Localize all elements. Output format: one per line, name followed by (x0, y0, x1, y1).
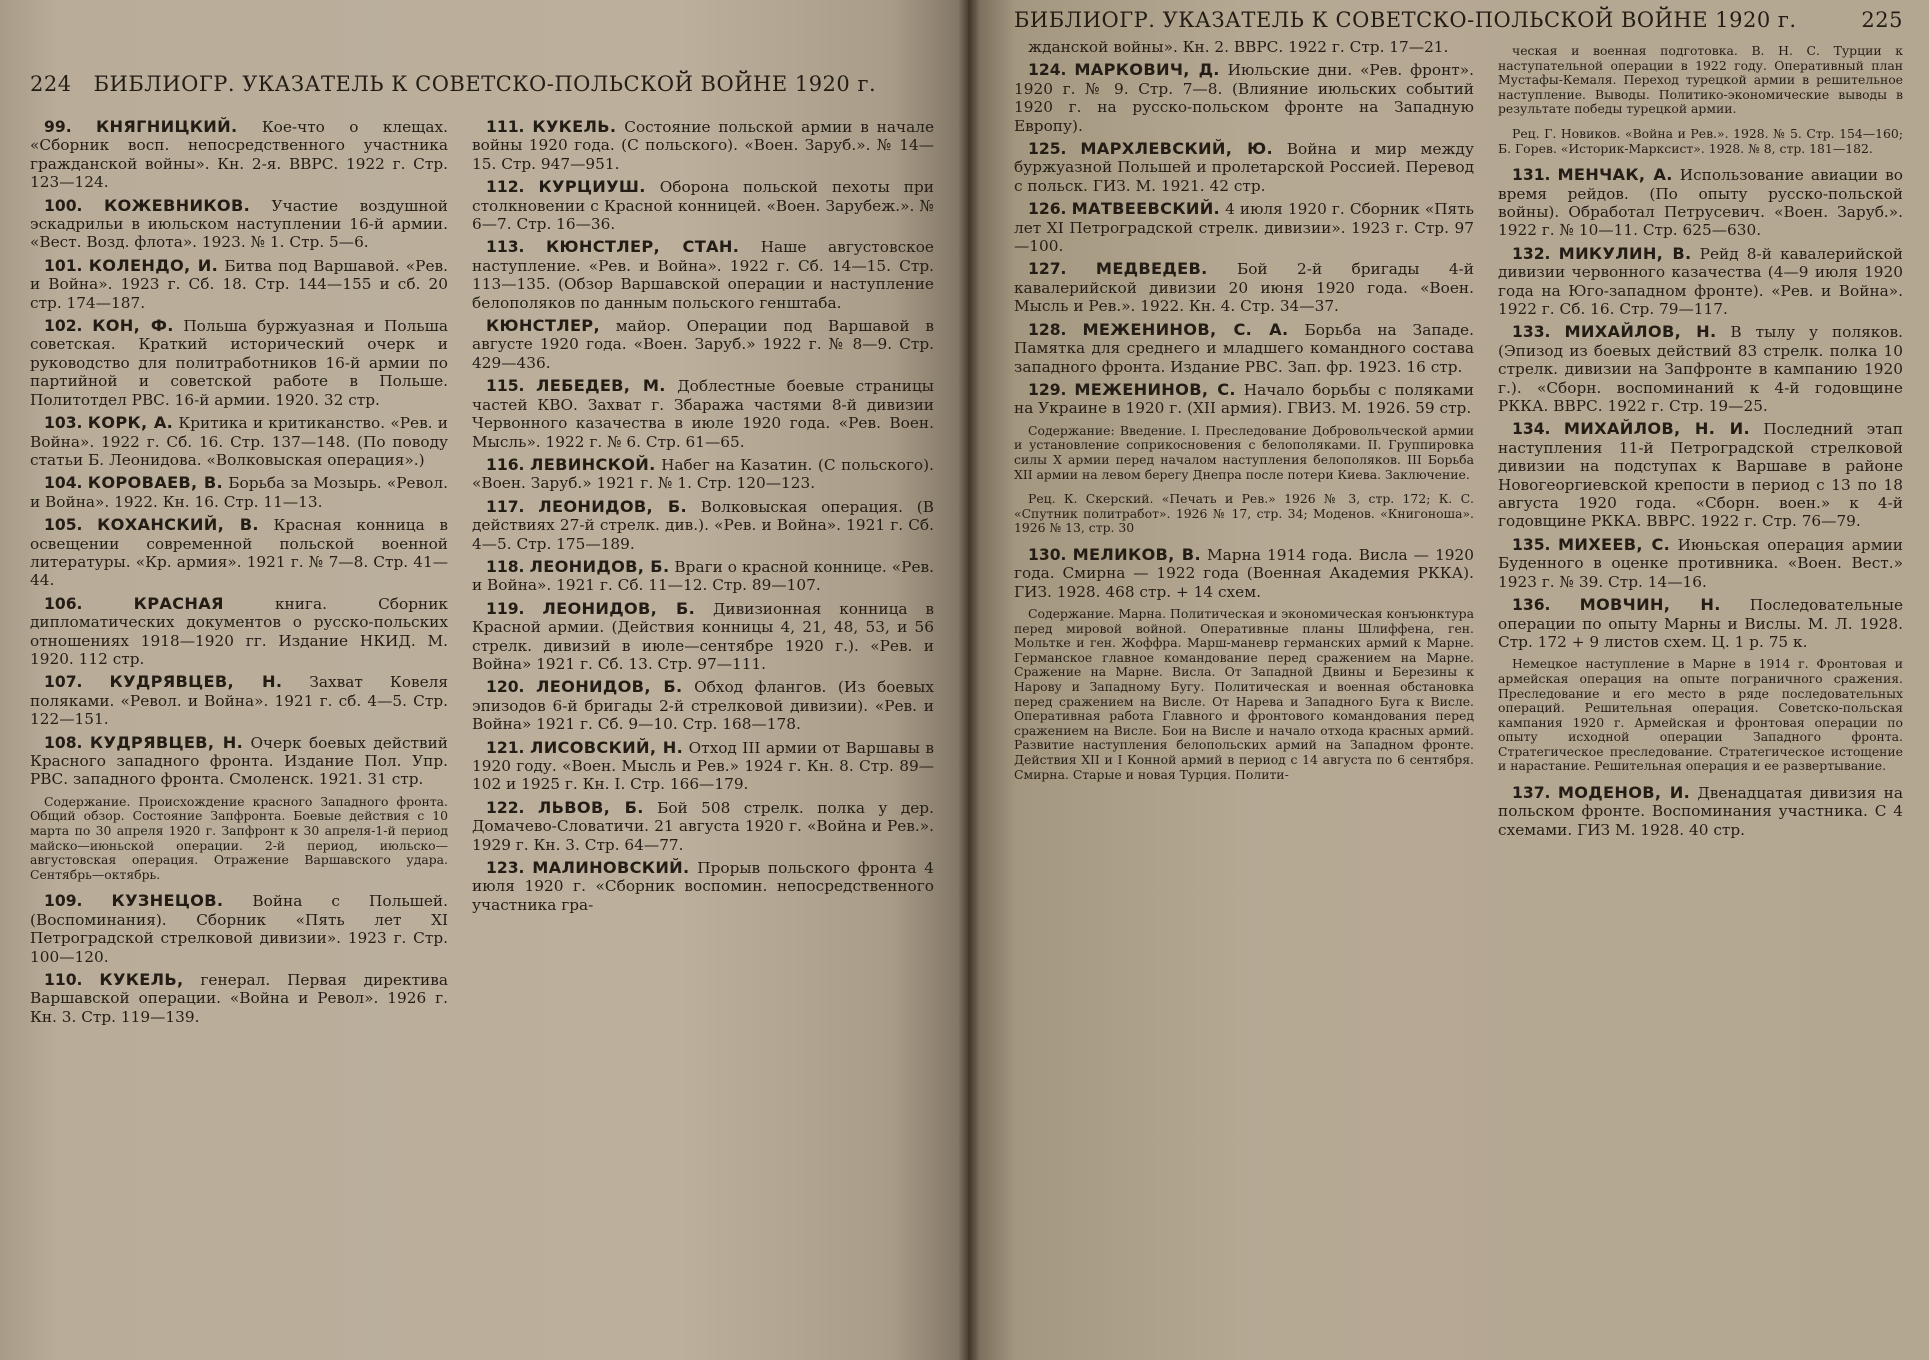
entry-author: МОДЕНОВ, И. (1557, 783, 1691, 803)
bibliography-entry (30, 734, 448, 789)
bibliography-entry (1498, 323, 1903, 415)
entry-number: 119. (486, 599, 525, 618)
entry-number: 126. (1028, 200, 1067, 219)
entry-number: 107. (44, 673, 83, 692)
entry-text: Участие воздушной эскадрильи в июльском наступлении 16-й армии. «Вест. Возд. флота». 1923. № 1. Стр. 5—6. (30, 196, 448, 252)
entry-number: 113. (486, 238, 525, 257)
entry-author: МАРХЛЕВСКИЙ, Ю. (1080, 139, 1273, 159)
entry-author: ЛЕБЕДЕВ, М. (536, 376, 666, 396)
entry-text: Доблестные боевые страницы частей КВО. Захват г. Збаража частями 8-й дивизии Червонного казачества в июле 1920 года. «Рев. Воен. Мысль». 1922 г. № 6. Стр. 61—65. (472, 377, 934, 451)
entry-number: 120. (486, 678, 525, 697)
bibliography-entry (472, 678, 934, 733)
entry-number: 128. (1028, 320, 1067, 339)
bibliography-entry (1498, 536, 1903, 591)
bibliography-entry (472, 739, 934, 794)
entry-text: генерал. Первая директива Варшавской операции. «Война и Револ». 1926 г. Кн. 3. Стр. 119—139. (30, 971, 448, 1026)
book-gutter (958, 0, 980, 1360)
entry-number: 112. (486, 178, 525, 197)
entry-author: ЛЬВОВ, Б. (537, 797, 644, 817)
entry-number: 99. (44, 118, 72, 136)
entry-number: 106. (44, 594, 83, 613)
entry-text: Бой 508 стрелк. полка у дер. Домачево-Словатичи. 21 августа 1920 г. «Война и Рев.». 1929 г. Кн. 3. Стр. 64—77. (472, 798, 934, 854)
entry-number: 137. (1512, 784, 1551, 803)
entry-author: ЛЕВИНСКОЙ. (530, 454, 656, 474)
entry-author: КУДРЯВЦЕВ, Н. (89, 732, 244, 752)
entry-number: 132. (1512, 244, 1551, 263)
entry-author: КРАСНАЯ (133, 593, 224, 613)
entry-author: МИХЕЕВ, С. (1558, 534, 1671, 554)
entry-number: 124. (1028, 61, 1067, 80)
entry-number: 110. (44, 971, 83, 989)
running-head (30, 72, 934, 96)
bibliography-entry (1498, 166, 1903, 240)
entry-author: МАЛИНОВСКИЙ. (532, 858, 690, 878)
columns (1014, 38, 1903, 844)
bibliography-entry (1498, 420, 1903, 530)
entry-author: ЛЕОНИДОВ, Б. (538, 496, 687, 516)
entry-text: Рейд 8-й кавалерийской дивизии червонного казачества (4—9 июля 1920 года на Юго-западном фронте). «Рев. и Война». 1922 г. Сб. 16. Стр. 79—117. (1498, 244, 1903, 318)
bibliography-entry (1498, 596, 1903, 651)
bibliography-entry (1498, 245, 1903, 319)
entry-author: ЛЕОНИДОВ, Б. (529, 556, 670, 576)
entry-text: Война с Польшей. (Воспоминания). Сборник «Пять лет XI Петроградской стрелковой дивизии». 1923 г. Стр. 100—120. (30, 892, 448, 966)
entry-text: Обход флангов. (Из боевых эпизодов 6-й бригады 2-й стрелковой дивизии). «Рев. и Война» 1921 г. Сб. 9—10. Стр. 168—178. (472, 678, 934, 734)
entry-text: Наше августовское наступление. «Рев. и Война». 1922 г. Сб. 14—15. Стр. 113—135. (Обзор Варшавской операции и наступление белополяков по данным польского генштаба. (472, 238, 934, 312)
entry-number: 104. (44, 474, 83, 493)
bibliography-entry (30, 257, 448, 312)
entry-text: Война и мир между буржуазной Польшей и пролетарской Россией. Перевод с польск. ГИЗ. М. 1921. 42 стр. (1014, 140, 1474, 195)
entry-number: 125. (1028, 140, 1067, 159)
bibliography-entry (30, 474, 448, 511)
entry-author: ЛИСОВСКИЙ, Н. (529, 737, 684, 757)
entry-text: Последний этап наступления 11-й Петроградской стрелковой дивизии на подступах к Варшаве в районе Новогеоргиевской крепости в период с 13 по 18 августа 1920 года. «Сборн. воен.» к 4-й годовщине РККА. ВВРС. 1922 г. Стр. 76—79. (1498, 420, 1903, 531)
entry-number: 123. (486, 859, 525, 878)
entry-text: Борьба на Западе. Памятка для среднего и младшего командного состава западного фронта. Издание РВС. Зап. фр. 1923. 16 стр. (1014, 320, 1474, 376)
entry-text: Дивизионная конница в Красной армии. (Действия конницы 4, 21, 48, 53, и 56 стрелк. дивизий в июле—сентябре 1920 г.). «Рев. и Война» 1921 г. Сб. 13. Стр. 97—111. (472, 599, 935, 673)
page-number: 225 (1861, 8, 1903, 32)
bibliography-entry (1014, 140, 1474, 195)
entry-text: Набег на Казатин. (С польского). «Воен. Заруб.» 1921 г. № 1. Стр. 120—123. (472, 455, 934, 493)
bibliography-entry (30, 118, 448, 192)
bibliography-entry (30, 317, 448, 409)
entry-author: МОВЧИН, Н. (1579, 595, 1721, 615)
bibliography-entry (472, 600, 934, 674)
entry-text: Волковыская операция. (В действиях 27-й стрелк. див.). «Рев. и Война». 1921 г. Сб. 4—5. Стр. 175—189. (472, 497, 934, 553)
bibliography-entry (30, 197, 448, 252)
entry-number: 117. (486, 497, 525, 516)
bibliography-entry (1014, 61, 1474, 135)
contents-note: Содержание: Введение. I. Преследование Добровольческой армии и установление соприкосновения с белополяками. II. Группировка силы X армии перед началом наступления белополяков. III Борьба XII армии на левом берегу Днепра после потери Киева. Заключение. (1014, 422, 1474, 482)
entry-author: МИКУЛИН, В. (1558, 243, 1692, 263)
entry-text: Июньская операция армии Буденного в оценке противника. «Воен. Вест.» 1923 г. № 39. Стр. 14—16. (1498, 535, 1904, 591)
entry-number: 121. (486, 738, 525, 757)
entry-author: КОЛЕНДО, И. (88, 255, 219, 275)
entry-number: 127. (1028, 260, 1067, 279)
bibliography-entry (472, 317, 934, 372)
bibliography-entry (472, 498, 934, 553)
bibliography-entry (472, 178, 934, 233)
entry-author: МЕДВЕДЕВ. (1095, 259, 1208, 279)
entry-author: МАТВЕЕВСКИЙ. (1071, 199, 1221, 219)
entry-text: Использование авиации во время рейдов. (По опыту русско-польской войны). Обработал Петрусевич. «Воен. Заруб.». 1922 г. № 10—11. Стр. 625—630. (1498, 166, 1903, 240)
bibliography-entry (1014, 200, 1474, 255)
entry-author: КНЯГНИЦКИЙ. (96, 117, 238, 136)
entry-text: Критика и критиканство. «Рев. и Война». 1922 г. Сб. 16. Стр. 137—148. (По поводу статьи Б. Леонидова. «Волковыская операция».) (30, 414, 449, 469)
entry-text: Польша буржуазная и Польша советская. Краткий исторический очерк и руководство для политработников 16-й армии по партийной и советской работе в Польше. Политотдел РВС. 16-й армии. 1920. 32 стр. (30, 317, 448, 409)
entry-author: КОРК, А. (87, 413, 174, 433)
bibliography-entry (472, 456, 934, 493)
running-head-title: БИБЛИОГР. УКАЗАТЕЛЬ К СОВЕТСКО-ПОЛЬСКОЙ ВОЙНЕ 1920 г. (93, 72, 877, 96)
entry-number: 103. (44, 414, 83, 433)
entry-author: ЛЕОНИДОВ, Б. (542, 598, 696, 618)
bibliography-entry (1014, 321, 1474, 376)
contents-note: ческая и военная подготовка. В. Н. С. Турции к наступательной операции в 1922 году. Оперативный план Мустафы-Кемаля. Переход турецкой армии в решительное наступление. Выводы. Политико-экономические выводы в результате победы турецкой армии. (1498, 43, 1903, 117)
bibliography-entry (1014, 546, 1474, 601)
bibliography-entry (30, 892, 448, 966)
contents-note: Немецкое наступление в Марне в 1914 г. Фронтовая и армейская операция на опыте пограничного сражения. Преследование и его место в ряде последовательных операций. Решительная операция. Советско-польская кампания 1920 г. Армейская и фронтовая операции по опыту исходной операции Западного фронта. Стратегическое преследование. Стратегическое истощение и нарастание. Решительная операция и ее развертывание. (1498, 656, 1903, 774)
entry-author: КУЗНЕЦОВ. (111, 891, 224, 911)
entry-text: Последовательные операции по опыту Марны и Вислы. М. Л. 1928. Стр. 172 + 9 листов схем. Ц. 1 р. 75 к. (1498, 596, 1903, 651)
bibliography-entry (472, 377, 934, 451)
entry-number: 115. (486, 377, 525, 396)
bibliography-entry (472, 558, 934, 595)
column-1 (30, 118, 448, 1031)
review-note: Рец. К. Скерский. «Печать и Рев.» 1926 № 3, стр. 172; К. С. «Спутник политработ». 1926 № 17, стр. 34; Моденов. «Книгоноша». 1926 № 13, стр. 30 (1014, 491, 1474, 536)
entry-text: Отход III армии от Варшавы в 1920 году. «Воен. Мысль и Рев.» 1924 г. Кн. 8. Стр. 89—102 и 1925 г. Кн. I. Стр. 166—179. (472, 738, 935, 794)
entry-text: Состояние польской армии в начале войны 1920 года. (С польского). «Воен. Заруб.». № 14—15. Стр. 947—951. (472, 118, 934, 173)
entry-author: КОН, Ф. (92, 316, 174, 336)
bibliography-entry (472, 799, 934, 854)
bibliography-entry (30, 414, 448, 469)
entry-text: Битва под Варшавой. «Рев. и Война». 1923 г. Сб. 18. Стр. 144—155 и сб. 20 стр. 174—187. (30, 256, 448, 312)
entry-author: МАРКОВИЧ, Д. (1074, 60, 1220, 80)
entry-author: МИХАЙЛОВ, Н. (1564, 322, 1717, 342)
entry-number: 131. (1512, 166, 1551, 185)
entry-text: Начало борьбы с поляками на Украине в 1920 г. (XII армия). ГВИЗ. М. 1926. 59 стр. (1014, 380, 1474, 418)
entry-author: КУРЦИУШ. (538, 177, 646, 197)
entry-author: МЕНЧАК, А. (1557, 165, 1673, 185)
entry-text: Оборона польской пехоты при столкновении с Красной конницей. «Воен. Зарубеж.». № 6—7. Стр. 16—36. (472, 178, 934, 234)
entry-number: 134. (1512, 420, 1551, 439)
entry-text: Борьба за Мозырь. «Револ. и Война». 1922. Кн. 16. Стр. 11—13. (30, 474, 448, 511)
entry-number: 130. (1028, 545, 1067, 564)
entry-text: Бой 2-й бригады 4-й кавалерийской дивизии 20 июня 1920 года. «Воен. Мысль и Рев.». 1922. Кн. 4. Стр. 34—37. (1014, 260, 1474, 316)
bibliography-entry (30, 595, 448, 669)
entry-number: 109. (44, 892, 83, 911)
columns (30, 118, 934, 1031)
entry-number: 101. (44, 256, 83, 275)
column-2 (472, 118, 934, 1031)
entry-author: МЕЛИКОВ, В. (1072, 544, 1201, 564)
entry-number: 100. (44, 196, 83, 215)
entry-number: 118. (486, 557, 525, 576)
bibliography-entry (1498, 784, 1903, 839)
entry-author: МЕЖЕНИНОВ, С. (1074, 379, 1236, 399)
entry-text: В тылу у поляков. (Эпизод из боевых действий 83 стрелк. полка 10 стрелк. дивизии на Запфронте в кампанию 1920 г.). «Сборн. воспоминаний к 4-й годовщине РККА. ВВРС. 1922 г. Стр. 19—25. (1498, 323, 1903, 416)
entry-author: КЮНСТЛЕР, (486, 316, 600, 336)
entry-author: КОРОВАЕВ, В. (87, 473, 223, 493)
entry-author: КЮНСТЛЕР, СТАН. (546, 237, 740, 257)
bibliography-entry (1014, 381, 1474, 418)
bibliography-entry (472, 238, 934, 312)
entry-text: Захват Ковеля поляками. «Револ. и Война». 1921 г. сб. 4—5. Стр. 122—151. (30, 673, 448, 729)
entry-text: Красная конница в освещении современной польской военной литературы. «Кр. армия». 1921 г. № 7—8. Стр. 41—44. (30, 516, 448, 590)
entry-number: 129. (1028, 380, 1067, 399)
entry-number: 116. (486, 455, 525, 474)
bibliography-entry (1014, 38, 1474, 56)
entry-author: КОХАНСКИЙ, В. (97, 515, 259, 535)
column-1 (1014, 38, 1474, 844)
contents-note: Содержание. Происхождение красного Западного фронта. Общий обзор. Состояние Запфронта. Боевые действия с 10 марта по 30 апреля 1920 г. Запфронт к 30 апреля-1-й период майско—июньской операции. 2-й период, июльско—августовская операция. Отражение Варшавского удара. Сентябрь—октябрь. (30, 793, 448, 882)
page-number: 224 (30, 72, 72, 96)
entry-number: 133. (1512, 323, 1551, 342)
entry-author: КУДРЯВЦЕВ, Н. (109, 672, 283, 692)
entry-text: книга. Сборник дипломатических документов о русско-польских отношениях 1918—1920 гг. Издание НКИД. М. 1920. 112 стр. (30, 594, 448, 668)
entry-text: Июльские дни. «Рев. фронт». 1920 г. № 9. Стр. 7—8. (Влияние июльских событий 1920 г. на русско-польском фронте на Западную Европу). (1014, 61, 1474, 135)
entry-number: 135. (1512, 535, 1551, 554)
review-note: Рец. Г. Новиков. «Война и Рев.». 1928. № 5. Стр. 154—160; Б. Горев. «Историк-Марксист». 1928. № 8, стр. 181—182. (1498, 125, 1903, 156)
entry-text: жданской войны». Кн. 2. ВВРС. 1922 г. Стр. 17—21. (1028, 38, 1449, 56)
running-head-title: БИБЛИОГР. УКАЗАТЕЛЬ К СОВЕТСКО-ПОЛЬСКОЙ ВОЙНЕ 1920 г. (1014, 8, 1797, 32)
entry-number: 136. (1512, 596, 1551, 615)
entry-text: Враги о красной коннице. «Рев. и Война». 1921 г. Сб. 11—12. Стр. 89—107. (472, 557, 934, 595)
entry-text: Очерк боевых действий Красного западного фронта. Издание Пол. Упр. РВС. западного фронта. Смоленск. 1921. 31 стр. (30, 733, 448, 789)
entry-text: Прорыв польского фронта 4 июля 1920 г. «Сборник воспомин. непосредственного участника гра- (472, 859, 934, 914)
entry-text: 4 июля 1920 г. Сборник «Пять лет XI Петроградской стрелк. дивизии». 1923 г. Стр. 97—100. (1014, 200, 1474, 256)
entry-number: 111. (486, 118, 525, 136)
bibliography-entry (1014, 260, 1474, 315)
entry-author: КУКЕЛЬ, (99, 970, 184, 989)
running-head (1014, 8, 1903, 32)
entry-author: КУКЕЛЬ. (532, 117, 617, 136)
bibliography-entry (30, 516, 448, 590)
entry-text: Марна 1914 года. Висла — 1920 года. Смирна — 1922 года (Военная Академия РККА). ГИЗ. 1928. 468 стр. + 14 схем. (1014, 545, 1474, 601)
entry-number: 102. (44, 317, 83, 336)
right-page (968, 0, 1929, 1360)
entry-text: майор. Операции под Варшавой в августе 1920 года. «Воен. Заруб.» 1922 г. № 8—9. Стр. 429—436. (472, 317, 934, 372)
entry-author: КОЖЕВНИКОВ. (103, 195, 251, 215)
entry-number: 122. (486, 798, 525, 817)
entry-author: МЕЖЕНИНОВ, С. А. (1082, 319, 1289, 339)
bibliography-entry (30, 971, 448, 1026)
entry-text: Кое-что о клещах. «Сборник восп. непосредственного участника гражданской войны». Кн. 2-я. ВВРС. 1922 г. Стр. 123—124. (30, 118, 448, 192)
entry-author: МИХАЙЛОВ, Н. И. (1563, 419, 1750, 439)
entry-number: 108. (44, 733, 83, 752)
contents-note: Содержание. Марна. Политическая и экономическая конъюнктура перед мировой войной. Оперативные планы Шлиффена, ген. Мольтке и ген. Жоффра. Марш-маневр германских армий к Марне. Германское главное командование перед сражением на Марне. Сражение на Марне. Висла. От Западной Двины и Березины к Нарову и Западному Бугу. Политическая и военная обстановка перед сражением на Висле. От Нарева и Западного Буга к Висле. Оперативная работа Главного и фронтового командования перед сражением на Висле. Бои на Висле и начало отхода красных армий. Развитие наступления белопольских армий на Западном фронте. Действия XII и I Конной армий в период с 14 августа по 6 сентября. Смирна. Старые и новая Турция. Полити- (1014, 606, 1474, 782)
bibliography-entry (30, 673, 448, 728)
bibliography-entry (472, 859, 934, 914)
bibliography-entry (472, 118, 934, 173)
entry-text: Двенадцатая дивизия на польском фронте. Воспоминания участника. С 4 схемами. ГИЗ М. 1928. 40 стр. (1498, 784, 1903, 839)
column-2 (1498, 38, 1903, 844)
entry-number: 105. (44, 516, 83, 535)
entry-author: ЛЕОНИДОВ, Б. (536, 677, 683, 697)
